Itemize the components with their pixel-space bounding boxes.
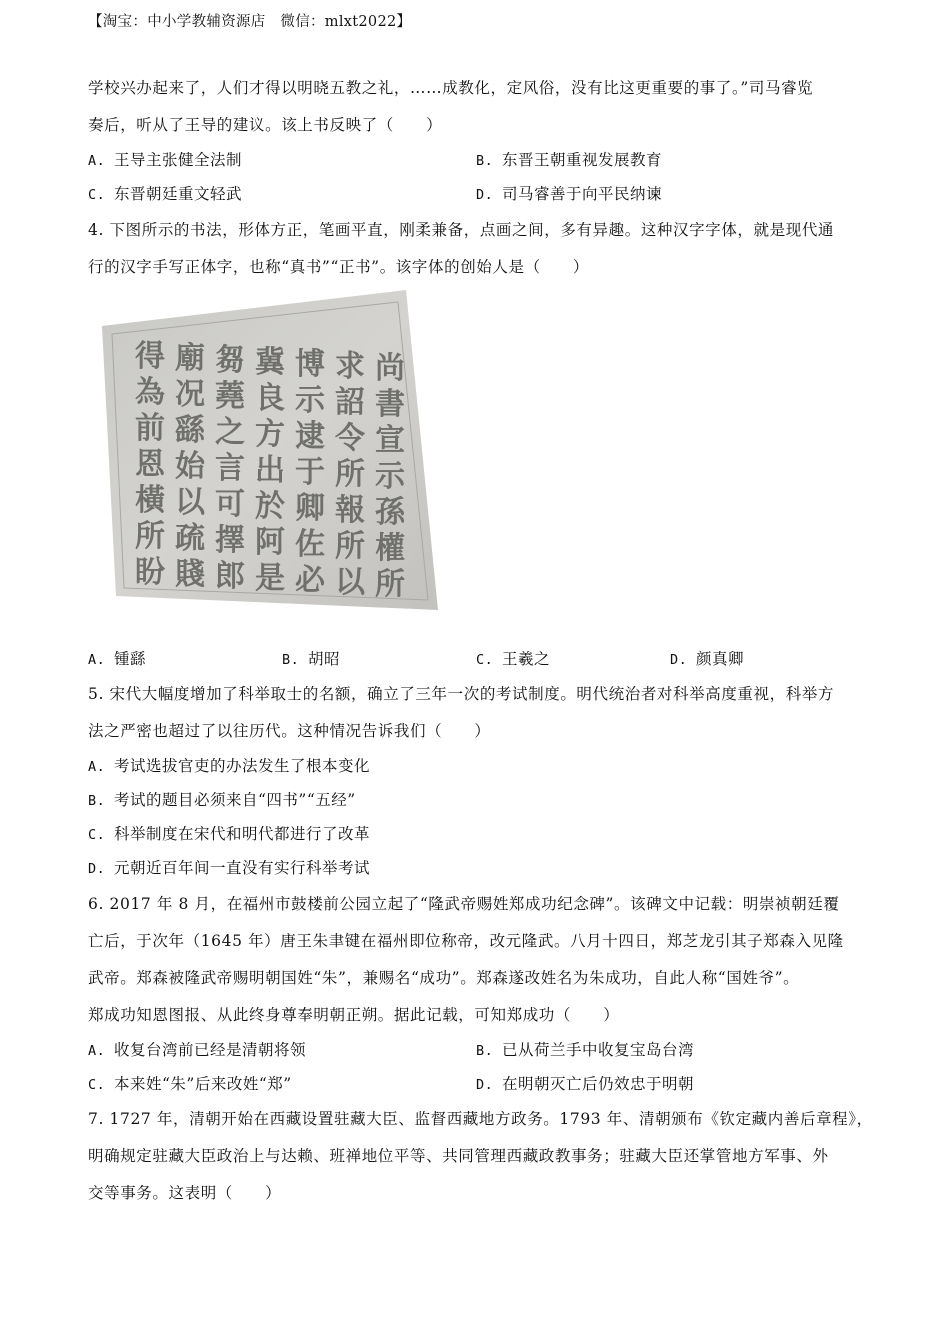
calligraphy-char: 以 — [335, 565, 365, 600]
option-letter: A. — [88, 652, 106, 668]
calligraphy-char: 賤 — [175, 557, 205, 592]
q4-option-d[interactable] — [670, 647, 744, 669]
option-letter: A. — [88, 1043, 106, 1059]
calligraphy-char: 所 — [135, 519, 165, 554]
calligraphy-char: 必 — [295, 563, 325, 598]
calligraphy-char: 况 — [175, 377, 205, 412]
q4-option-a[interactable] — [88, 647, 146, 669]
option-letter: D. — [670, 652, 688, 668]
q5-option-c[interactable] — [88, 822, 370, 844]
option-letter: D. — [476, 1077, 494, 1093]
calligraphy-char: 示 — [295, 383, 325, 418]
calligraphy-char: 權 — [375, 531, 405, 566]
q5-line-2: 法之严密也超过了以往历代。这种情况告诉我们（ ） — [88, 722, 491, 740]
calligraphy-char: 於 — [255, 489, 285, 524]
q7-line-2: 明确规定驻藏大臣政治上与达赖、班禅地位平等、共同管理西藏政教事务；驻藏大臣还掌管地方军事、外 — [88, 1147, 829, 1165]
calligraphy-char: 恩 — [135, 447, 165, 482]
calligraphy-char: 得 — [135, 339, 165, 374]
option-text: 东晋朝廷重文轻武 — [114, 185, 243, 203]
calligraphy-char: 于 — [295, 455, 325, 490]
q3-option-d[interactable] — [476, 182, 662, 204]
q4-line-1: 4. 下图所示的书法，形体方正，笔画平直，刚柔兼备，点画之间，多有异趣。这种汉字字体，就是现代通 — [88, 221, 835, 239]
q4-option-c[interactable] — [476, 647, 550, 669]
calligraphy-char: 廟 — [175, 341, 205, 376]
calligraphy-char: 博 — [295, 347, 325, 382]
option-text: 考试选拔官吏的办法发生了根本变化 — [114, 757, 371, 775]
option-letter: C. — [88, 1077, 106, 1093]
calligraphy-char: 方 — [255, 417, 285, 452]
calligraphy-char: 良 — [255, 381, 285, 416]
calligraphy-char: 冀 — [255, 345, 285, 380]
q6-line-3: 武帝。郑森被隆武帝赐明朝国姓“朱”，兼赐名“成功”。郑森遂改姓名为朱成功，自此人称“国姓爷”。 — [88, 969, 800, 987]
calligraphy-char: 所 — [335, 529, 365, 564]
q6-option-b[interactable] — [476, 1038, 694, 1060]
option-letter: A. — [88, 153, 106, 169]
calligraphy-char: 芻 — [215, 343, 245, 378]
calligraphy-char: 前 — [135, 411, 165, 446]
option-letter: C. — [88, 827, 106, 843]
calligraphy-char: 蕘 — [215, 379, 245, 414]
calligraphy-image — [98, 290, 438, 622]
option-letter: B. — [476, 153, 494, 169]
calligraphy-char: 所 — [335, 457, 365, 492]
option-text: 东晋王朝重视发展教育 — [502, 151, 663, 169]
calligraphy-char: 書 — [375, 387, 405, 422]
q4-option-b[interactable] — [282, 647, 340, 669]
calligraphy-char: 擇 — [215, 523, 245, 558]
option-text: 锺繇 — [114, 650, 147, 668]
calligraphy-char: 郎 — [215, 559, 245, 594]
calligraphy-char: 繇 — [175, 413, 205, 448]
page-header: 【淘宝：中小学教辅资源店 微信：mlxt2022】 — [88, 14, 412, 30]
option-letter: D. — [476, 187, 494, 203]
option-letter: D. — [88, 861, 106, 877]
calligraphy-char: 尚 — [375, 351, 405, 386]
option-letter: A. — [88, 759, 106, 775]
q6-option-d[interactable] — [476, 1072, 694, 1094]
calligraphy-char: 宣 — [375, 423, 405, 458]
q6-line-1: 6. 2017 年 8 月，在福州市鼓楼前公园立起了“隆武帝赐姓郑成功纪念碑”。该碑文中记载：明崇祯朝廷覆 — [88, 895, 840, 913]
option-text: 本来姓“朱”后来改姓“郑” — [114, 1075, 292, 1093]
calligraphy-char: 令 — [335, 421, 365, 456]
option-letter: C. — [476, 652, 494, 668]
q3-line-2: 奏后，听从了王导的建议。该上书反映了（ ） — [88, 116, 443, 134]
calligraphy-char: 疏 — [175, 521, 205, 556]
option-letter: B. — [282, 652, 300, 668]
q6-line-4: 郑成功知恩图报、从此终身尊奉明朝正朔。据此记载，可知郑成功（ ） — [88, 1006, 620, 1024]
calligraphy-char: 始 — [175, 449, 205, 484]
q7-line-1: 7. 1727 年，清朝开始在西藏设置驻藏大臣、监督西藏地方政务。1793 年、清朝颁布《钦定藏内善后章程》， — [88, 1110, 873, 1128]
calligraphy-char: 阿 — [255, 525, 285, 560]
q3-line-1: 学校兴办起来了，人们才得以明晓五教之礼，……成教化，定风俗，没有比这更重要的事了。”司马睿览 — [88, 79, 814, 97]
calligraphy-char: 以 — [175, 485, 205, 520]
calligraphy-char: 詔 — [335, 385, 365, 420]
option-text: 颜真卿 — [696, 650, 745, 668]
calligraphy-figure — [98, 290, 438, 622]
calligraphy-char: 孫 — [375, 495, 405, 530]
calligraphy-char: 求 — [335, 349, 365, 384]
q3-option-b[interactable] — [476, 148, 662, 170]
option-letter: C. — [88, 187, 106, 203]
q5-option-a[interactable] — [88, 754, 370, 776]
option-text: 科举制度在宋代和明代都进行了改革 — [114, 825, 371, 843]
calligraphy-char: 出 — [255, 453, 285, 488]
q5-option-b[interactable] — [88, 788, 356, 810]
calligraphy-char: 是 — [255, 561, 285, 596]
option-text: 已从荷兰手中收复宝岛台湾 — [502, 1041, 695, 1059]
q4-line-2: 行的汉字手写正体字，也称“真书”“正书”。该字体的创始人是（ ） — [88, 258, 589, 276]
option-text: 在明朝灭亡后仍效忠于明朝 — [502, 1075, 695, 1093]
q6-option-c[interactable] — [88, 1072, 292, 1094]
calligraphy-char: 報 — [335, 493, 365, 528]
option-text: 考试的题目必须来自“四书”“五经” — [114, 791, 356, 809]
q7-line-3: 交等事务。这表明（ ） — [88, 1184, 282, 1202]
calligraphy-char: 橫 — [135, 483, 165, 518]
calligraphy-char: 所 — [375, 567, 405, 602]
calligraphy-char: 逮 — [295, 419, 325, 454]
q5-option-d[interactable] — [88, 856, 370, 878]
calligraphy-char: 佐 — [295, 527, 325, 562]
calligraphy-char: 卿 — [295, 491, 325, 526]
option-text: 元朝近百年间一直没有实行科举考试 — [114, 859, 371, 877]
option-text: 收复台湾前已经是清朝将领 — [114, 1041, 307, 1059]
option-letter: B. — [476, 1043, 494, 1059]
option-text: 胡昭 — [308, 650, 341, 668]
q6-option-a[interactable] — [88, 1038, 306, 1060]
option-text: 王导主张健全法制 — [114, 151, 243, 169]
calligraphy-char: 言 — [215, 451, 245, 486]
option-text: 司马睿善于向平民纳谏 — [502, 185, 663, 203]
calligraphy-char: 可 — [215, 487, 245, 522]
calligraphy-char: 之 — [215, 415, 245, 450]
q3-option-c[interactable] — [88, 182, 242, 204]
q5-line-1: 5. 宋代大幅度增加了科举取士的名额，确立了三年一次的考试制度。明代统治者对科举高度重视，科举方 — [88, 685, 835, 703]
q6-line-2: 亡后，于次年（1645 年）唐王朱聿键在福州即位称帝，改元隆武。八月十四日，郑芝龙引其子郑森入见隆 — [88, 932, 844, 950]
calligraphy-char: 為 — [135, 375, 165, 410]
option-text: 王羲之 — [502, 650, 551, 668]
q3-option-a[interactable] — [88, 148, 242, 170]
option-letter: B. — [88, 793, 106, 809]
calligraphy-char: 示 — [375, 459, 405, 494]
calligraphy-char: 盼 — [135, 555, 165, 590]
